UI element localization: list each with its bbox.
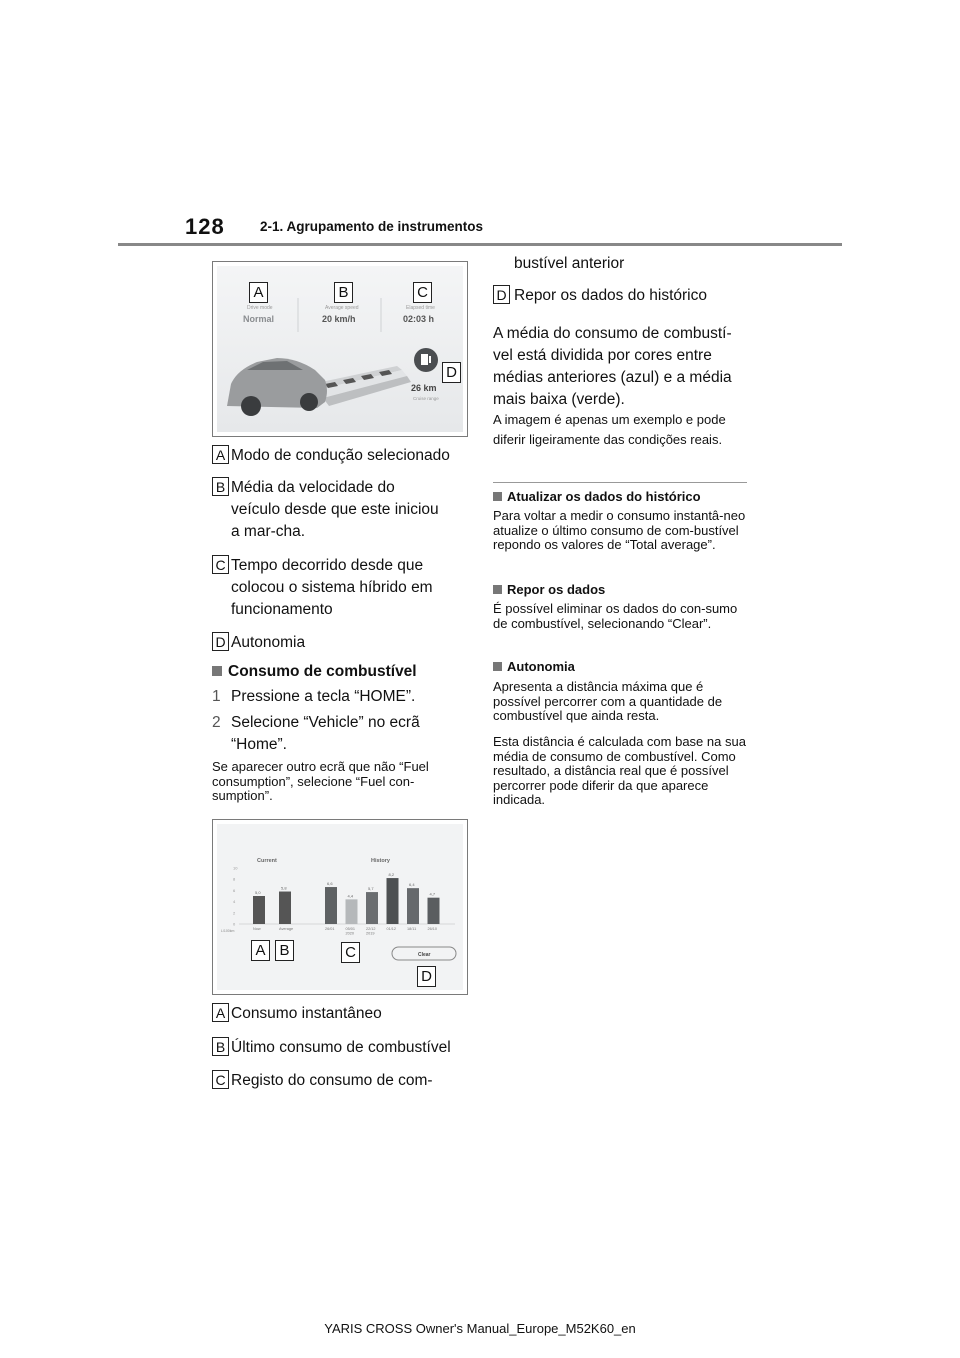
callout-a: A: [251, 940, 270, 961]
legend2-key-a: A: [212, 1003, 229, 1022]
y-tick-label: 4: [233, 899, 236, 905]
legend1-text-c: Tempo decorrido desde que colocou o sistema híbrido em funcionamento: [231, 557, 433, 618]
drive-info-figure: [212, 261, 468, 437]
subhead-range: Autonomia: [493, 659, 575, 674]
current-label: Current: [257, 858, 277, 864]
history-value-label: 8,2: [388, 872, 395, 878]
legend1-key-a: A: [212, 445, 229, 464]
subhead-update-history: Atualizar os dados do histórico: [493, 489, 701, 504]
section-title: 2-1. Agrupamento de instrumentos: [260, 219, 484, 234]
history-value-label: 6,6: [327, 881, 333, 887]
drive-mode-value: Normal: [243, 314, 275, 324]
footer: YARIS CROSS Owner's Manual_Europe_M52K60_en: [324, 1321, 636, 1336]
heading-square-icon: [493, 662, 502, 671]
history-bar: [407, 888, 419, 924]
image-note: A imagem é apenas um exemplo e pode diferir ligeiramente das condições reais.: [493, 412, 726, 447]
legend2-text-a: Consumo instantâneo: [231, 1005, 382, 1022]
heading-square-icon: [212, 666, 222, 676]
legend1-key-c: C: [212, 555, 229, 574]
legend1-text-d: Autonomia: [231, 634, 306, 651]
clear-button-label: Clear: [418, 952, 431, 958]
section-divider: [493, 482, 747, 483]
legend2-text-b: Último consumo de combustível: [231, 1039, 451, 1056]
history-value-label: 4,7: [429, 891, 436, 897]
current-value-label: 5,8: [281, 885, 287, 891]
range-text-1: Apresenta a distância máxima que é possível percorrer com a quantidade de combustível que ainda resta.: [493, 679, 723, 723]
history-category-label: 22/12: [366, 927, 376, 931]
history-category-label: 05/01: [345, 927, 356, 931]
callout-c: C: [341, 942, 360, 963]
step-text: Pressione a tecla “HOME”.: [231, 688, 416, 705]
drive-mode-label: Drive mode: [247, 305, 273, 311]
fuel-heading: Consumo de combustível: [212, 663, 417, 681]
current-bar: [279, 892, 291, 924]
range-value: 26 km: [411, 383, 437, 393]
road-stripes-graphic: [312, 366, 411, 406]
y-tick-label: 0: [233, 921, 236, 927]
legend2-key-b: B: [212, 1037, 229, 1056]
step-number: 1: [212, 688, 221, 705]
current-bar: [253, 896, 265, 924]
unit-label: L/100km: [221, 929, 235, 933]
elapsed-value: 02:03 h: [403, 314, 435, 324]
avg-speed-value: 20 km/h: [322, 314, 356, 324]
callout-b: B: [334, 282, 353, 303]
callout-a: A: [249, 282, 268, 303]
reset-data-text: É possível eliminar os dados do con-sumo de combustível, selecionando “Clear”.: [493, 601, 738, 631]
history-category-label: 18/11: [407, 927, 417, 931]
legend1-text-b: Média da velocidade do veículo desde que este iniciou a mar-cha.: [231, 479, 439, 540]
history-category-label: 26/01: [325, 927, 335, 931]
history-label: History: [371, 858, 390, 864]
history-bar: [346, 899, 358, 924]
legend2-text-c: Registo do consumo de com-: [231, 1072, 433, 1089]
y-tick-label: 8: [233, 876, 236, 882]
range-text-2: Esta distância é calculada com base na sua média de consumo de combustível. Como resultado, a distância real que é possível percorrer pode diferir da que aparece indicada.: [493, 734, 746, 807]
fuel-note: Se aparecer outro ecrã que não “Fuel consumption”, selecione “Fuel con-sumption”.: [212, 759, 429, 803]
callout-d: D: [442, 362, 461, 383]
header-divider: [118, 243, 842, 246]
history-category-label: 26/10: [427, 927, 438, 931]
heading-square-icon: [493, 492, 502, 501]
elapsed-label: Elapsed time: [406, 305, 435, 311]
heading-square-icon: [493, 585, 502, 594]
avg-speed-label: Average speed: [325, 305, 359, 311]
update-history-text: Para voltar a medir o consumo instantâ-neo atualize o último consumo de com-bustível repondo os valores de “Total average”.: [493, 508, 746, 552]
history-bar: [366, 892, 378, 924]
history-category-label: 2019: [366, 931, 375, 936]
history-bar: [387, 878, 399, 924]
legend1-key-d: D: [212, 632, 229, 651]
history-value-label: 6,4: [409, 882, 415, 888]
step-text: Selecione “Vehicle” no ecrã “Home”.: [231, 714, 420, 753]
range-label: Cruise range: [413, 396, 439, 401]
history-bar: [325, 887, 337, 924]
average-color-paragraph: A média do consumo de combustí-vel está dividida por cores entre médias anteriores (azul) e a média mais baixa (verde).: [493, 325, 732, 408]
fuel-consumption-figure: [212, 819, 468, 995]
page-number: 128: [185, 214, 225, 239]
legend1-text-a: Modo de condução selecionado: [231, 447, 450, 464]
current-category-label: Now: [253, 927, 261, 931]
history-category-label: 2020: [345, 931, 354, 936]
history-value-label: 4,4: [347, 893, 354, 899]
legend2-c-continuation: bustível anterior: [514, 255, 625, 272]
legend2-key-d: D: [493, 285, 510, 304]
callout-c: C: [413, 282, 432, 303]
history-value-label: 5,7: [368, 886, 374, 892]
legend1-key-b: B: [212, 477, 229, 496]
car-graphic: [227, 358, 327, 416]
subhead-reset-data: Repor os dados: [493, 582, 605, 597]
step-number: 2: [212, 714, 221, 731]
callout-d: D: [417, 966, 436, 987]
y-tick-label: 10: [233, 865, 238, 871]
callout-b: B: [275, 940, 294, 961]
current-category-label: Average: [279, 927, 294, 931]
y-tick-label: 2: [233, 910, 236, 916]
history-category-label: 01/12: [386, 927, 397, 931]
history-bar: [428, 898, 440, 924]
legend2-key-c: C: [212, 1070, 229, 1089]
current-value-label: 5,0: [255, 890, 261, 895]
legend2-text-d: Repor os dados do histórico: [514, 287, 708, 304]
y-tick-label: 6: [233, 887, 236, 893]
